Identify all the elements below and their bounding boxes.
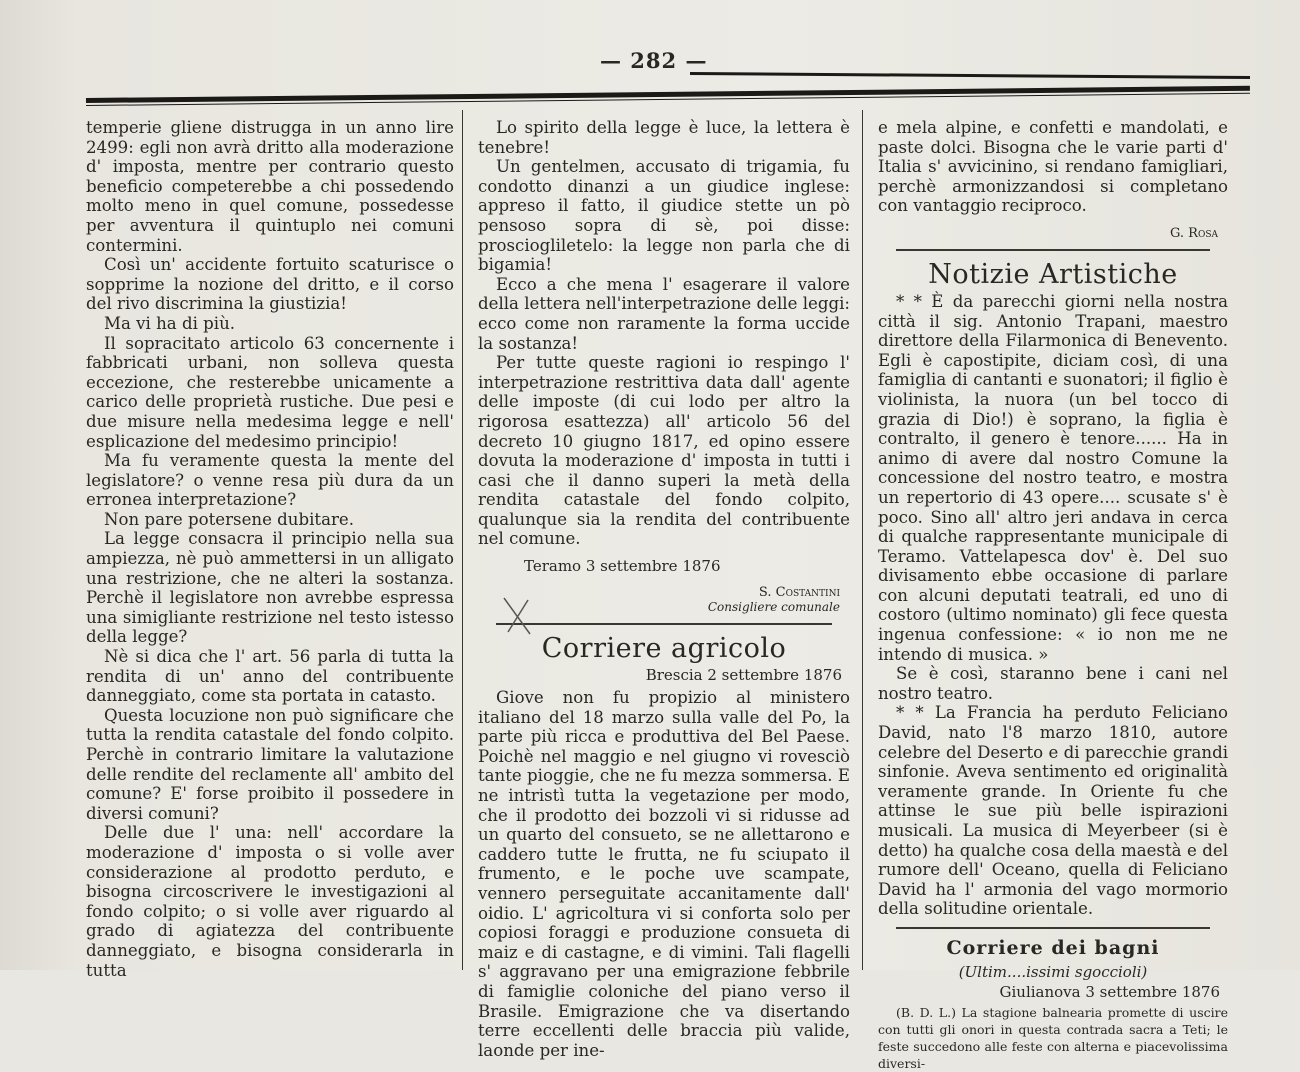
- col1-paragraph: Non pare potersene dubitare.: [104, 509, 354, 529]
- baths-paragraph: (B. D. L.) La stagione balnearia promette di uscire con tutti gli onori in questa contrada sacra a Teti; le feste succedono alle feste con alterna e piacevolissima diversi-: [878, 1004, 1228, 1071]
- column-1: [86, 118, 454, 980]
- col1-paragraph: Così un' accidente fortuito scaturisce o sopprime la nozione del dritto, e il corso del rivo discrimina la giustizia!: [86, 255, 454, 314]
- col1-paragraph: Ma fu veramente questa la mente del legislatore? o venne resa più dura da un erronea interpretazione?: [86, 451, 454, 510]
- column-divider-2: [862, 110, 863, 970]
- signature-role: Consigliere comunale: [707, 600, 840, 615]
- signature-rosa: G. Rosa: [1169, 225, 1218, 241]
- header-rule: [86, 86, 1250, 106]
- col1-paragraph: Delle due l' una: nell' accordare la moderazione d' imposta o si volle aver considerazione al prodotto perduto, e bisogna circoscrivere le investigazioni al fondo colpito; o si volle aver riguardo al grado di agiatezza del contribuente danneggiato, e bisogna considerarla in tutta: [86, 823, 454, 980]
- article-date: Teramo 3 settembre 1876: [524, 557, 721, 576]
- agri-paragraph: Giove non fu propizio al ministero italiano del 18 marzo sulla valle del Po, la parte più ricca e produttiva del Bel Paese. Poichè nel maggio e nel giugno vi rovesciò tante pioggie, che ne fu mezza sommersa. E ne intristì tutta la vegetazione per modo, che il prodotto dei bozzoli vi si ridusse ad un quarto del consueto, se ne allettarono e caddero tutte le frutta, ne fu sciupato il frumento, e le poche uve scampate, vennero perseguitate accanitamente dall' oidio. L' agricoltura vi si conforta solo per copiosi foraggi e produzione consueta di maiz e di castagne, e di vimini. Tali flagelli s' aggravano per una emigrazione febbrile di famiglie coloniche del piano verso il Brasile. Emigrazione che va disertando terre eccellenti delle braccia più valide, laonde per ine-: [478, 688, 850, 1060]
- section-separator: [896, 927, 1210, 929]
- notizie-item: Se è così, staranno bene i cani nel nostro teatro.: [878, 664, 1228, 703]
- section-separator: [896, 249, 1210, 251]
- section-dateline: Brescia 2 settembre 1876: [645, 666, 842, 685]
- page-number: — 282 —: [600, 48, 708, 73]
- notizie-item: * * È da parecchi giorni nella nostra città il sig. Antonio Trapani, maestro direttore della Filarmonica di Benevento. Egli è capostipite, diciam così, di una famiglia di cantanti e suonatori; il figlio è violinista, la nuora (un bel tocco di grazia di Dio!) è soprano, la figlia è contralto, il genero è tenore...... Ha in animo di avere dal nostro Comune la concessione del nostro teatro, e mostra un repertorio di 43 opere.... scusate s' è poco. Sino all' altro jeri andava in cerca di qualche rappresentante municipale di Teramo. Vattelapesca dov' è. Del suo divisamento ebbe occasione di parlare con alcuni deputati teatrali, ed uno di costoro (ultimo nominato) gli fece questa ingenua confessione: « io non me ne intendo di musica. »: [878, 291, 1228, 664]
- section-subtitle: (Ultim....issimi sgoccioli): [958, 962, 1148, 981]
- notizie-item: * * La Francia ha perduto Feliciano David, nato l'8 marzo 1810, autore celebre del Deserto e di parecchie grandi sinfonie. Aveva sentimento ed originalità veramente grande. In Oriente fu che attinse le sue più belle ispirazioni musicali. La musica di Meyerbeer (si è detto) ha qualche cosa della maestà e del rumore dell' Oceano, quella di Feliciano David ha l' armonia del vago mormorio della solitudine orientale.: [878, 703, 1228, 919]
- section-title-corriere-bagni: Corriere dei bagni: [946, 936, 1160, 959]
- col3-intro: e mela alpine, e confetti e mandolati, e paste dolci. Bisogna che le varie parti d' Italia s' avvicinino, si rendano famigliari, perchè armonizzandosi si completano con vantaggio reciproco.: [878, 118, 1228, 216]
- col2-paragraph: Un gentelmen, accusato di trigamia, fu condotto dinanzi a un giudice inglese: appreso il fatto, il giudice stette un pò pensoso sopra di sè, poi disse: prosciogliletelo: la legge non parla che di bigamia!: [478, 157, 850, 275]
- section-separator: [496, 623, 832, 625]
- baths-dateline: Giulianova 3 settembre 1876: [999, 982, 1220, 1001]
- signature-name: S. Costantini: [758, 585, 840, 601]
- col2-paragraph: Ecco a che mena l' esagerare il valore della lettera nell'interpetrazione delle leggi: ecco come non raramente la forma uccide la sostanza!: [478, 274, 850, 353]
- col2-paragraph: Lo spirito della legge è luce, la lettera è tenebre!: [478, 118, 850, 157]
- header-rule-short: [690, 72, 1250, 79]
- col1-paragraph: Il sopracitato articolo 63 concernente i fabbricati urbani, non solleva questa eccezione, che resterebbe unicamente a carico delle proprietà rustiche. Due pesi e due misure nella medesima legge e nell' esplicazione del medesimo principio!: [86, 333, 454, 451]
- col1-paragraph: temperie gliene distrugga in un anno lire 2499: egli non avrà dritto alla moderazione d' imposta, mentre per contrario questo beneficio competerebbe a chi possedendo molto meno in quel comune, possedesse per avventura il quintuplo nei comuni contermini.: [86, 118, 454, 255]
- col1-paragraph: La legge consacra il principio nella sua ampiezza, nè può ammettersi in un alligato una restrizione, che ne alteri la sostanza. Perchè il legislatore non avrebbe espressa una simigliante restrizione nel testo istesso della legge?: [86, 529, 454, 647]
- column-3: [878, 118, 1228, 1071]
- col1-paragraph: Questa locuzione non può significare che tutta la rendita catastale del fondo colpito. Perchè in contrario limitare la valutazione delle rendite del reclamente all' ambito del comune? E' forse proibito il possedere in diversi comuni?: [86, 705, 454, 823]
- col2-paragraph: Per tutte queste ragioni io respingo l' interpetrazione restrittiva data dall' agente delle imposte (di cui lodo per altro la rigorosa esattezza) all' articolo 56 del decreto 10 giugno 1817, ed opino essere dovuta la moderazione d' imposta in tutti i casi che il danno superi la metà della rendita catastale del fondo colpito, qualunque sia la rendita del contribuente nel comune.: [478, 353, 850, 549]
- col1-paragraph: Nè si dica che l' art. 56 parla di tutta la rendita di un' anno del contribuente danneggiato, come sta portata in catasto.: [86, 647, 454, 706]
- column-2: [478, 118, 850, 1060]
- section-title-notizie-artistiche: Notizie Artistiche: [928, 258, 1178, 290]
- section-title-corriere-agricolo: Corriere agricolo: [541, 633, 787, 665]
- handwritten-cross-mark: [500, 596, 534, 636]
- column-divider-1: [462, 110, 463, 970]
- col1-paragraph: Ma vi ha di più.: [104, 313, 236, 333]
